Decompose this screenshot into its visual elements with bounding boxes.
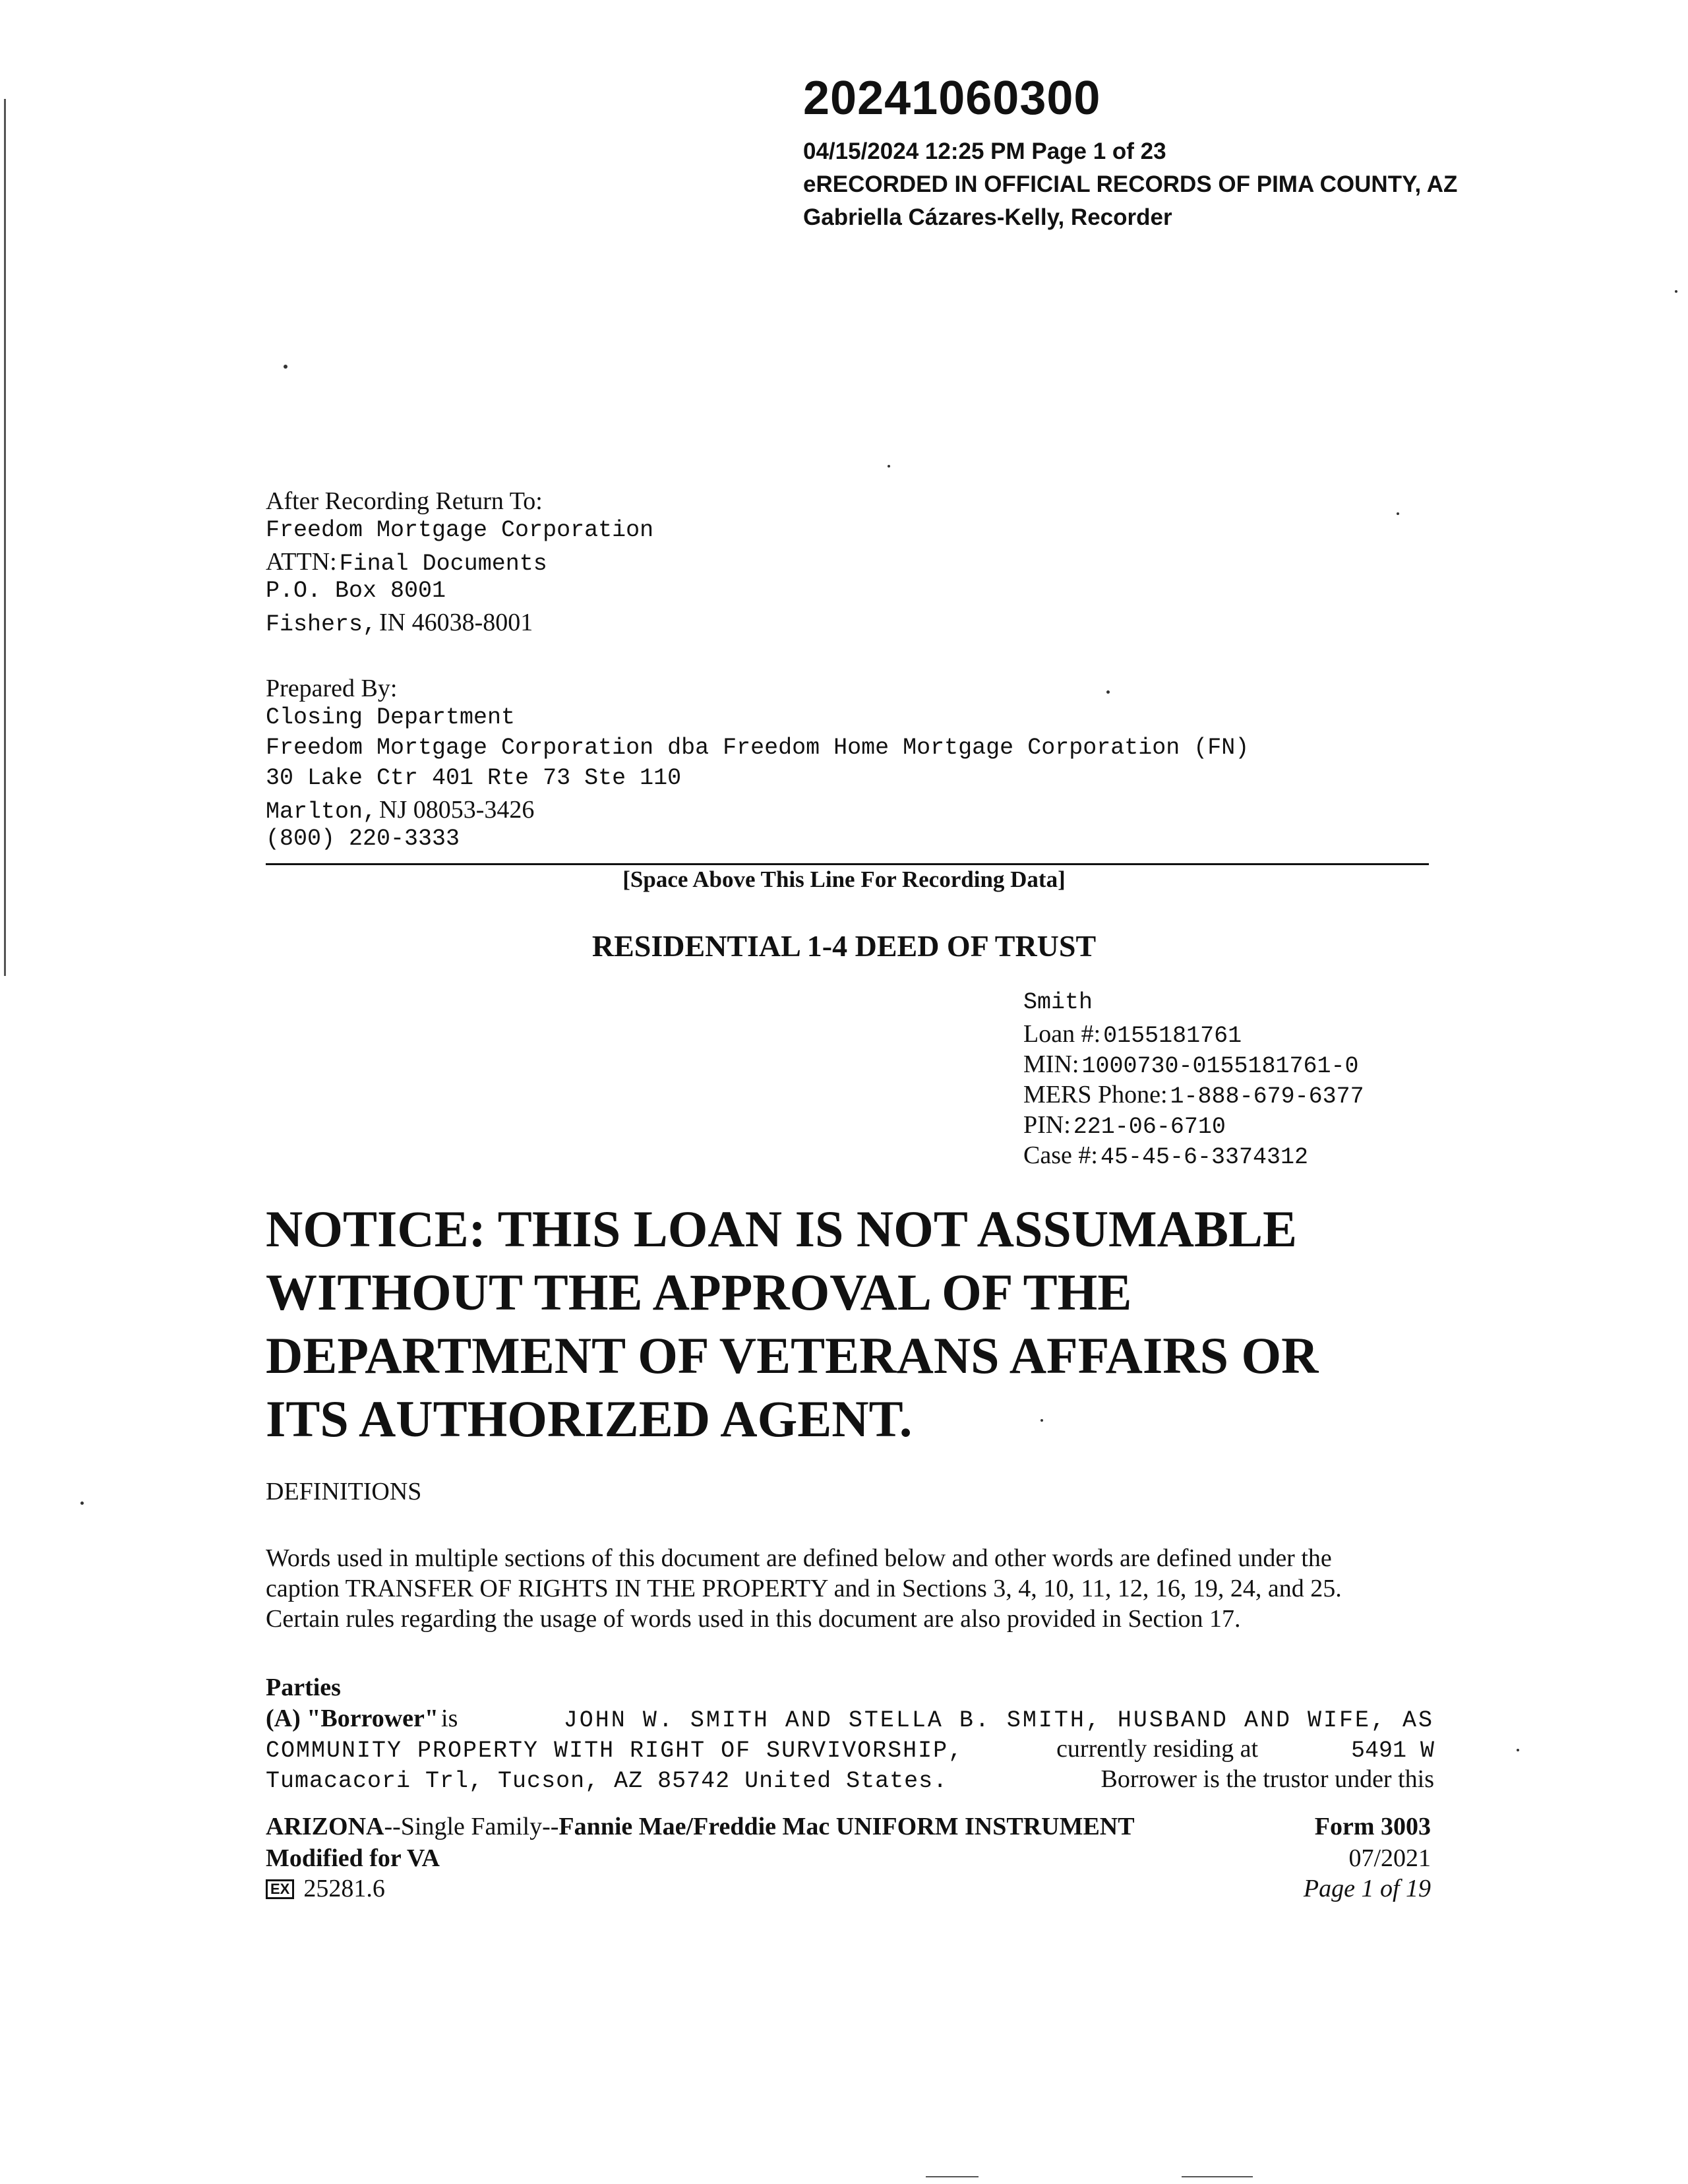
prepared-by-city-line: [266, 795, 1249, 826]
footer-page-number: Page 1 of 19: [1303, 1875, 1431, 1902]
footer-doc-code: 25281.6: [303, 1875, 385, 1902]
min-line: [1023, 1050, 1364, 1080]
definitions-line-1: Words used in multiple sections of this document are defined below and other words are defined under the: [266, 1544, 1332, 1572]
recording-office: eRECORDED IN OFFICIAL RECORDS OF PIMA COUNTY, AZ: [803, 171, 1458, 197]
prepared-by-city: Marlton,: [266, 799, 377, 825]
mers-phone-line: [1023, 1080, 1364, 1110]
borrower-names-line-1: JOHN W. SMITH AND STELLA B. SMITH, HUSBAND AND WIFE, AS: [563, 1707, 1434, 1734]
return-to-attn-line: [266, 547, 653, 578]
return-to-state-zip: IN 46038-8001: [379, 609, 533, 636]
case-line: [1023, 1141, 1364, 1171]
scan-speck: [1517, 1749, 1519, 1751]
borrower-line-1: [266, 1704, 1434, 1734]
definitions-heading: DEFINITIONS: [266, 1478, 422, 1505]
notice-line-4: ITS AUTHORIZED AGENT.: [266, 1390, 913, 1447]
borrower-line-2: [266, 1734, 1434, 1765]
borrower-names-line-2: COMMUNITY PROPERTY WITH RIGHT OF SURVIVORSHIP,: [266, 1738, 964, 1764]
scan-speck: [284, 365, 287, 369]
scan-bottom-mark: [926, 2176, 979, 2177]
loan-number-label: Loan #:: [1023, 1020, 1101, 1048]
prepared-by-department: Closing Department: [266, 704, 516, 731]
prepared-by-phone: (800) 220-3333: [266, 826, 460, 852]
definitions-line-3: Certain rules regarding the usage of words used in this document are also provided in Section 17.: [266, 1605, 1241, 1633]
attn-value: Final Documents: [339, 551, 547, 577]
ex-badge: EX: [266, 1879, 294, 1899]
prepared-by-address: 30 Lake Ctr 401 Rte 73 Ste 110: [266, 765, 682, 791]
borrower-label: (A) "Borrower": [266, 1705, 439, 1732]
document-title: RESIDENTIAL 1-4 DEED OF TRUST: [591, 929, 1097, 963]
return-to-address: P.O. Box 8001: [266, 578, 446, 604]
recording-document-number: 20241060300: [803, 72, 1101, 125]
scan-speck: [1106, 690, 1110, 694]
mers-phone-number: 1-888-679-6377: [1170, 1083, 1364, 1110]
loan-number: 0155181761: [1103, 1023, 1242, 1049]
definitions-paragraph: [266, 1543, 1434, 1634]
scan-speck: [1040, 1419, 1043, 1422]
recording-date-page: 04/15/2024 12:25 PM Page 1 of 23: [803, 138, 1166, 164]
attn-label: ATTN:: [266, 548, 337, 576]
pin-number: 221-06-6710: [1073, 1114, 1226, 1140]
footer-doc-code-line: [266, 1874, 385, 1903]
residing-text: currently residing at: [1056, 1735, 1259, 1763]
space-above-line-label: [Space Above This Line For Recording Data]: [622, 866, 1066, 892]
scan-speck: [1397, 512, 1399, 515]
notice-line-1: NOTICE: THIS LOAN IS NOT ASSUMABLE: [266, 1200, 1298, 1258]
case-label: Case #:: [1023, 1141, 1098, 1169]
prepared-by-company: Freedom Mortgage Corporation dba Freedom Home Mortgage Corporation (FN): [266, 735, 1250, 761]
pin-line: [1023, 1110, 1364, 1141]
notice-line-2: WITHOUT THE APPROVAL OF THE: [266, 1263, 1132, 1321]
borrower-surname: Smith: [1023, 989, 1093, 1016]
scan-speck: [888, 465, 890, 468]
street-number: 5491 W: [1350, 1738, 1434, 1764]
return-to-block: [266, 487, 653, 638]
notice-line-3: DEPARTMENT OF VETERANS AFFAIRS OR: [266, 1327, 1319, 1384]
recorder-name: Gabriella Cázares-Kelly, Recorder: [803, 204, 1172, 230]
return-to-heading: After Recording Return To:: [266, 487, 543, 515]
scan-bottom-mark: [1182, 2176, 1253, 2177]
return-to-city-line: [266, 608, 653, 638]
prepared-by-state-zip: NJ 08053-3426: [379, 796, 535, 824]
loan-number-line: [1023, 1019, 1364, 1050]
scan-speck: [1675, 290, 1677, 293]
scan-speck: [80, 1502, 84, 1505]
borrower-is-text: is: [441, 1705, 458, 1732]
borrower-paragraph: [266, 1704, 1434, 1795]
assumability-notice: [266, 1198, 1453, 1451]
min-number: 1000730-0155181761-0: [1081, 1053, 1359, 1079]
trustor-text: Borrower is the trustor under this: [1100, 1765, 1434, 1793]
footer-form-number: Form 3003: [1314, 1813, 1431, 1840]
prepared-by-block: [266, 674, 1249, 856]
definitions-line-2: caption TRANSFER OF RIGHTS IN THE PROPERTY and in Sections 3, 4, 10, 11, 12, 16, 19, 24, and 25.: [266, 1575, 1342, 1602]
min-label: MIN:: [1023, 1050, 1079, 1078]
return-to-city: Fishers,: [266, 611, 377, 638]
footer-state: ARIZONA: [266, 1813, 384, 1840]
footer-form-title: [266, 1812, 1135, 1841]
scan-edge-line: [4, 99, 6, 976]
pin-label: PIN:: [1023, 1111, 1071, 1139]
footer-family: --Single Family--: [384, 1813, 559, 1840]
borrower-line-3: [266, 1765, 1434, 1795]
loan-info-block: [1023, 989, 1364, 1171]
footer-form-date: 07/2021: [1348, 1844, 1431, 1872]
parties-heading: Parties: [266, 1674, 341, 1701]
recording-data-rule: [266, 863, 1429, 865]
prepared-by-heading: Prepared By:: [266, 675, 398, 702]
mers-phone-label: MERS Phone:: [1023, 1081, 1168, 1108]
borrower-address: Tumacacori Trl, Tucson, AZ 85742 United States.: [266, 1768, 948, 1794]
case-number: 45-45-6-3374312: [1100, 1144, 1308, 1170]
borrower-intro: [266, 1704, 458, 1733]
footer-modified: Modified for VA: [266, 1844, 440, 1872]
return-to-company: Freedom Mortgage Corporation: [266, 517, 654, 543]
footer-instrument: Fannie Mae/Freddie Mac UNIFORM INSTRUMENT: [558, 1813, 1135, 1840]
